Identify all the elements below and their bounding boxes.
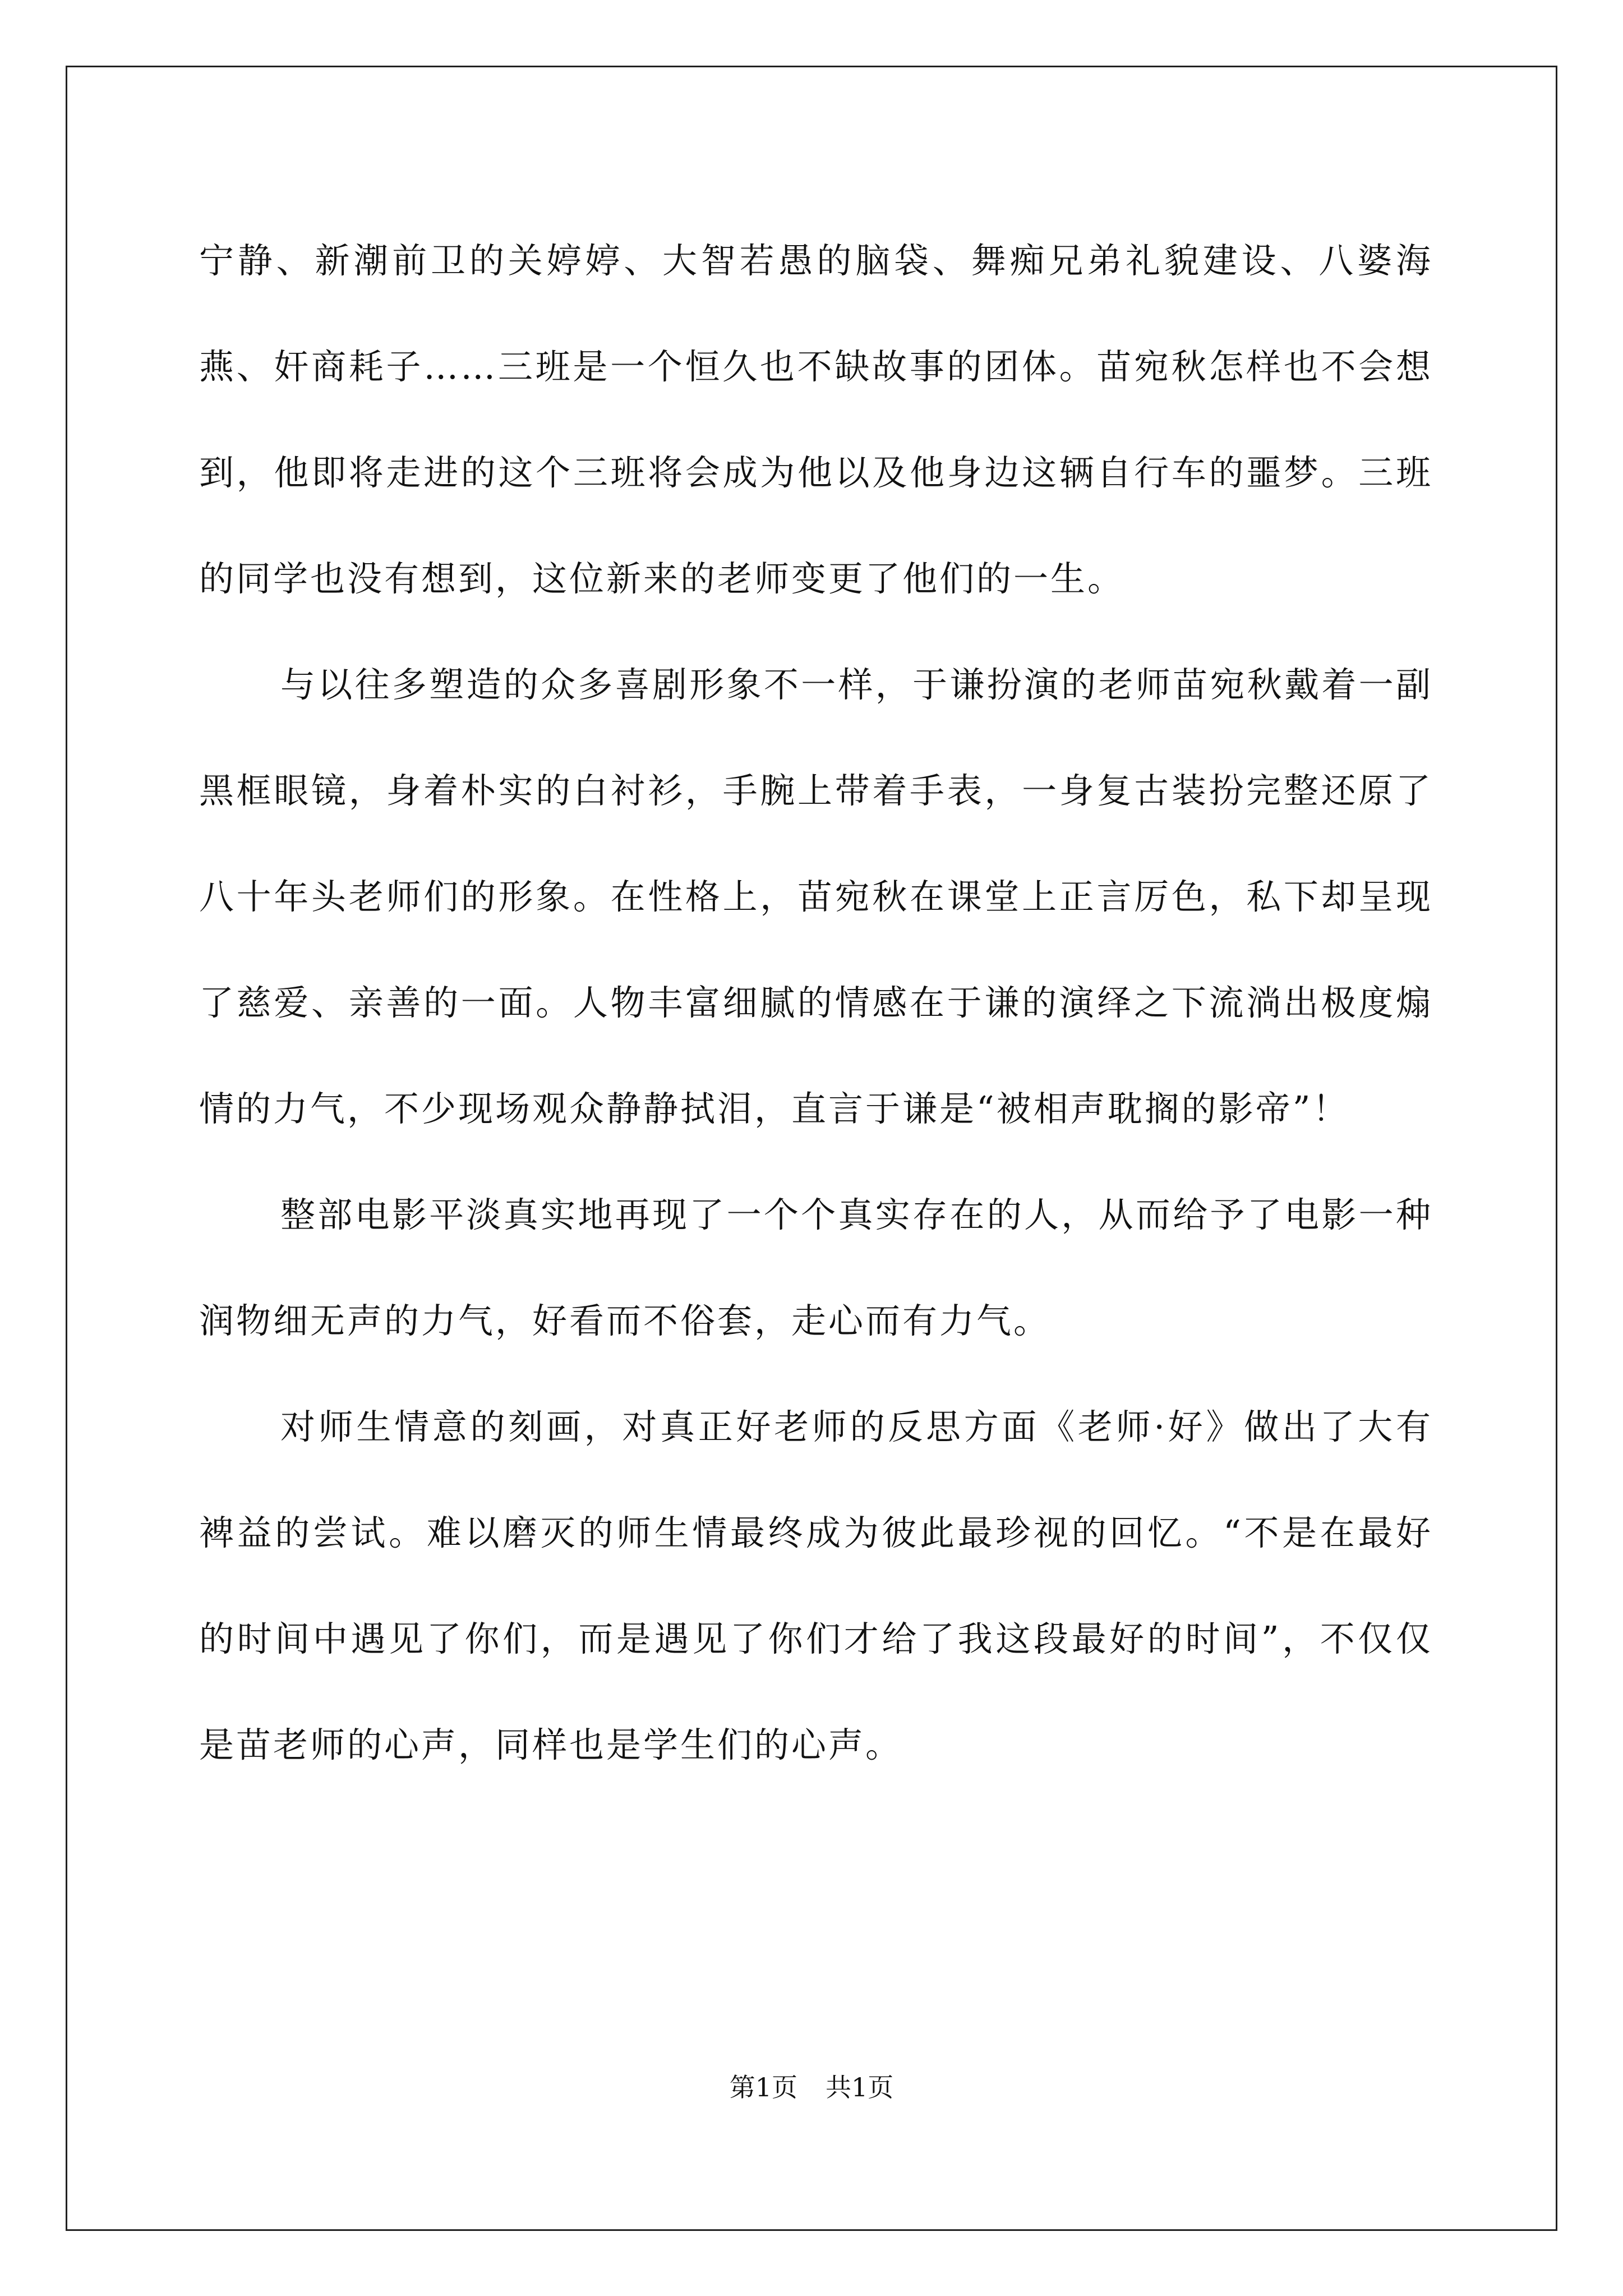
paragraph-teacher-student-bond: 对师生情意的刻画，对真正好老师的反思方面《老师·好》做出了大有裨益的尝试。难以磨灭的师生情最终成为彼此最珍视的回忆。“不是在最好的时间中遇见了你们，而是遇见了你们才给了我这段最好的时间”，不仅仅是苗老师的心声，同样也是学生们的心声。	[199, 1406, 1433, 1765]
page-number: 第1页	[729, 2072, 797, 2102]
paragraph-yu-qian-performance: 与以往多塑造的众多喜剧形象不一样，于谦扮演的老师苗宛秋戴着一副黑框眼镜，身着朴实的白衬衫，手腕上带着手表，一身复古装扮完整还原了八十年头老师们的形象。在性格上，苗宛秋在课堂上正言厉色，私下却呈现了慈爱、亲善的一面。人物丰富细腻的情感在于谦的演绎之下流淌出极度煽情的力气，不少现场观众静静拭泪，直言于谦是“被相声耽搁的影帝”！	[199, 664, 1433, 1129]
document-body	[199, 208, 1433, 1798]
paragraph-film-summary: 整部电影平淡真实地再现了一个个真实存在的人，从而给予了电影一种润物细无声的力气，好看而不俗套，走心而有力气。	[199, 1194, 1433, 1341]
page-total: 共1页	[826, 2072, 894, 2102]
paragraph-continuation: 宁静、新潮前卫的关婷婷、大智若愚的脑袋、舞痴兄弟礼貌建设、八婆海燕、奸商耗子……三班是一个恒久也不缺故事的团体。苗宛秋怎样也不会想到，他即将走进的这个三班将会成为他以及他身边这辆自行车的噩梦。三班的同学也没有想到，这位新来的老师变更了他们的一生。	[199, 240, 1433, 599]
page-footer	[0, 2067, 1623, 2104]
